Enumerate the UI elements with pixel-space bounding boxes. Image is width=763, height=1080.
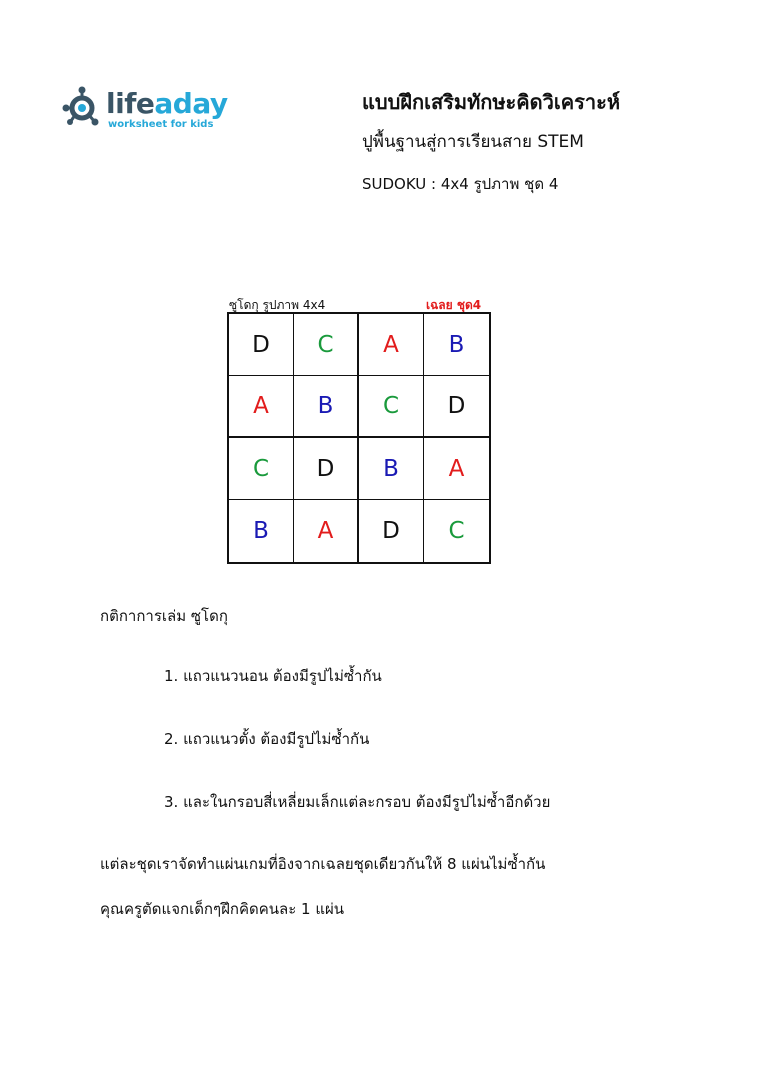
sudoku-cell: B bbox=[294, 376, 359, 438]
sudoku-cell: C bbox=[229, 438, 294, 500]
sudoku-cell: D bbox=[424, 376, 489, 438]
sudoku-cell: C bbox=[294, 314, 359, 376]
answer-label: เฉลย ชุด4 bbox=[426, 298, 482, 312]
sudoku-cell: D bbox=[229, 314, 294, 376]
note-line: แต่ละชุดเราจัดทำแผ่นเกมที่อิงจากเฉลยชุดเดียวกันให้ 8 แผ่นไม่ซ้ำกัน bbox=[100, 855, 546, 873]
note-line: คุณครูตัดแจกเด็กๆฝึกคิดคนละ 1 แผ่น bbox=[100, 900, 345, 918]
lifeaday-logo bbox=[62, 86, 232, 136]
rule-item: 3. และในกรอบสี่เหลี่ยมเล็กแต่ละกรอบ ต้องมีรูปไม่ซ้ำอีกด้วย bbox=[164, 793, 551, 811]
worksheet-subtitle: ปูพื้นฐานสู่การเรียนสาย STEM bbox=[362, 132, 584, 152]
logo-wordmark bbox=[106, 88, 228, 120]
sudoku-cell: A bbox=[424, 438, 489, 500]
molecule-icon bbox=[62, 86, 106, 130]
sudoku-cell: C bbox=[448, 518, 465, 544]
sudoku-cell: A bbox=[229, 376, 294, 438]
logo-word-aday: aday bbox=[154, 87, 228, 120]
sudoku-cell: D bbox=[294, 438, 359, 500]
sudoku-cell: C bbox=[359, 376, 424, 438]
sudoku-cell: B bbox=[359, 438, 424, 500]
sudoku-grid bbox=[227, 312, 491, 564]
puzzle-caption: ซูโดกุ รูปภาพ 4x4 bbox=[229, 298, 326, 312]
sudoku-cell: A bbox=[294, 500, 359, 562]
rule-item: 1. แถวแนวนอน ต้องมีรูปไม่ซ้ำกัน bbox=[164, 667, 382, 685]
logo-tagline: worksheet for kids bbox=[108, 119, 214, 130]
logo-word-life: life bbox=[106, 87, 155, 120]
sudoku-cell: B bbox=[229, 500, 294, 562]
worksheet-title: แบบฝึกเสริมทักษะคิดวิเคราะห์ bbox=[362, 90, 621, 114]
rule-item: 2. แถวแนวตั้ง ต้องมีรูปไม่ซ้ำกัน bbox=[164, 730, 370, 748]
sudoku-cell: D bbox=[359, 500, 424, 562]
set-label: SUDOKU : 4x4 รูปภาพ ชุด 4 bbox=[362, 175, 559, 193]
rules-title: กติกาการเล่ม ซูโดกุ bbox=[100, 607, 228, 625]
sudoku-cell: A bbox=[359, 314, 424, 376]
sudoku-cell: B bbox=[424, 314, 489, 376]
